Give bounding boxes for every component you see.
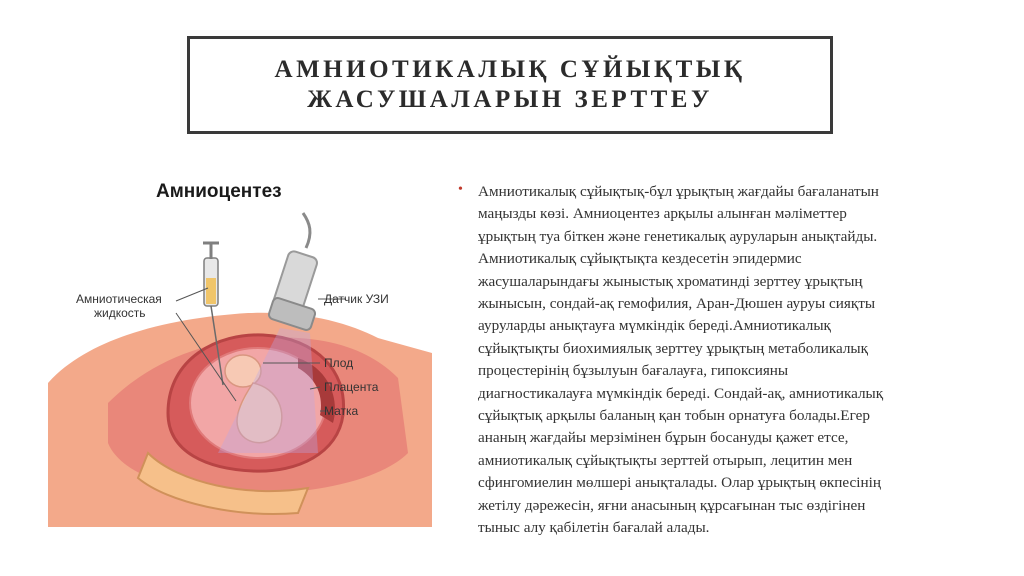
figure-title: Амниоцентез [156, 181, 282, 202]
body-line: сфингомиелин мөлшері анықталады. Олар ұрықтың өкпесінің [478, 474, 881, 492]
label-amniotic-fluid-line2: жидкость [94, 306, 146, 320]
body-line: жетілу дәрежесін, яғни анасының құрсағынан тыс өздігінен [478, 496, 866, 514]
body-line: маңызды көзі. Амниоцентез арқылы алынған мәліметтер [478, 205, 847, 223]
body-line: жынысын, сондай-ақ гемофилия, Аран-Дюшен ауруы сияқты [478, 295, 876, 313]
title-line-2: ЖАСУШАЛАРЫН ЗЕРТТЕУ [307, 86, 713, 113]
title-line-1: АМНИОТИКАЛЫҚ СҰЙЫҚТЫҚ [274, 56, 746, 83]
body-line: сұйықтықты биохимиялық зерттеу ұрықтың метаболикалық [478, 339, 869, 357]
label-placenta: Плацента [324, 380, 379, 394]
body-line: Амниотикалық сұйықтықта кездесетін эпидермис [478, 250, 802, 268]
amniocentesis-figure [48, 153, 432, 527]
body-line: Амниотикалық сұйықтық-бұл ұрықтың жағдайы бағаланатын [478, 183, 879, 200]
body-line: ананың жағдайы мерзімінен бұрын босануды қажет етсе, [478, 429, 849, 447]
syringe-fluid [206, 278, 216, 304]
label-uterus: Матка [324, 404, 359, 418]
label-fetus: Плод [324, 356, 354, 370]
body-line: диагностикалауға мүмкіндік береді. Сондай-ақ, амниотикалық [478, 384, 884, 402]
body-paragraph [478, 181, 983, 540]
body-line: жасушаларындағы жыныстық хроматинді зерттеу ұрықтың [478, 272, 863, 290]
label-probe: Датчик УЗИ [324, 292, 389, 306]
label-amniotic-fluid [76, 292, 162, 320]
leader-amniotic [176, 288, 208, 301]
bullet-icon: • [458, 182, 463, 197]
amniocentesis-illustration [48, 153, 432, 527]
body-line: тыныс алу қабілетін бағалай алады. [478, 519, 710, 537]
label-amniotic-fluid-line1: Амниотическая [76, 292, 162, 306]
body-line: процестерінің бұзылуын бағалауға, гипоксияны [478, 362, 789, 380]
body-line: ұрықтың туа біткен және генетикалық ауруларын анықтайды. [478, 227, 878, 245]
body-line: сұйықтық арқылы баланың қан тобын орнатуға болады.Егер [478, 407, 870, 425]
body-line: амниотикалық сұйықтықты зерттей отырып, лецитин мен [478, 451, 853, 469]
title-box [187, 36, 833, 134]
probe-cable [303, 213, 310, 248]
body-line: ауруларды анықтауға мүмкіндік береді.Амниотикалық [478, 317, 831, 335]
